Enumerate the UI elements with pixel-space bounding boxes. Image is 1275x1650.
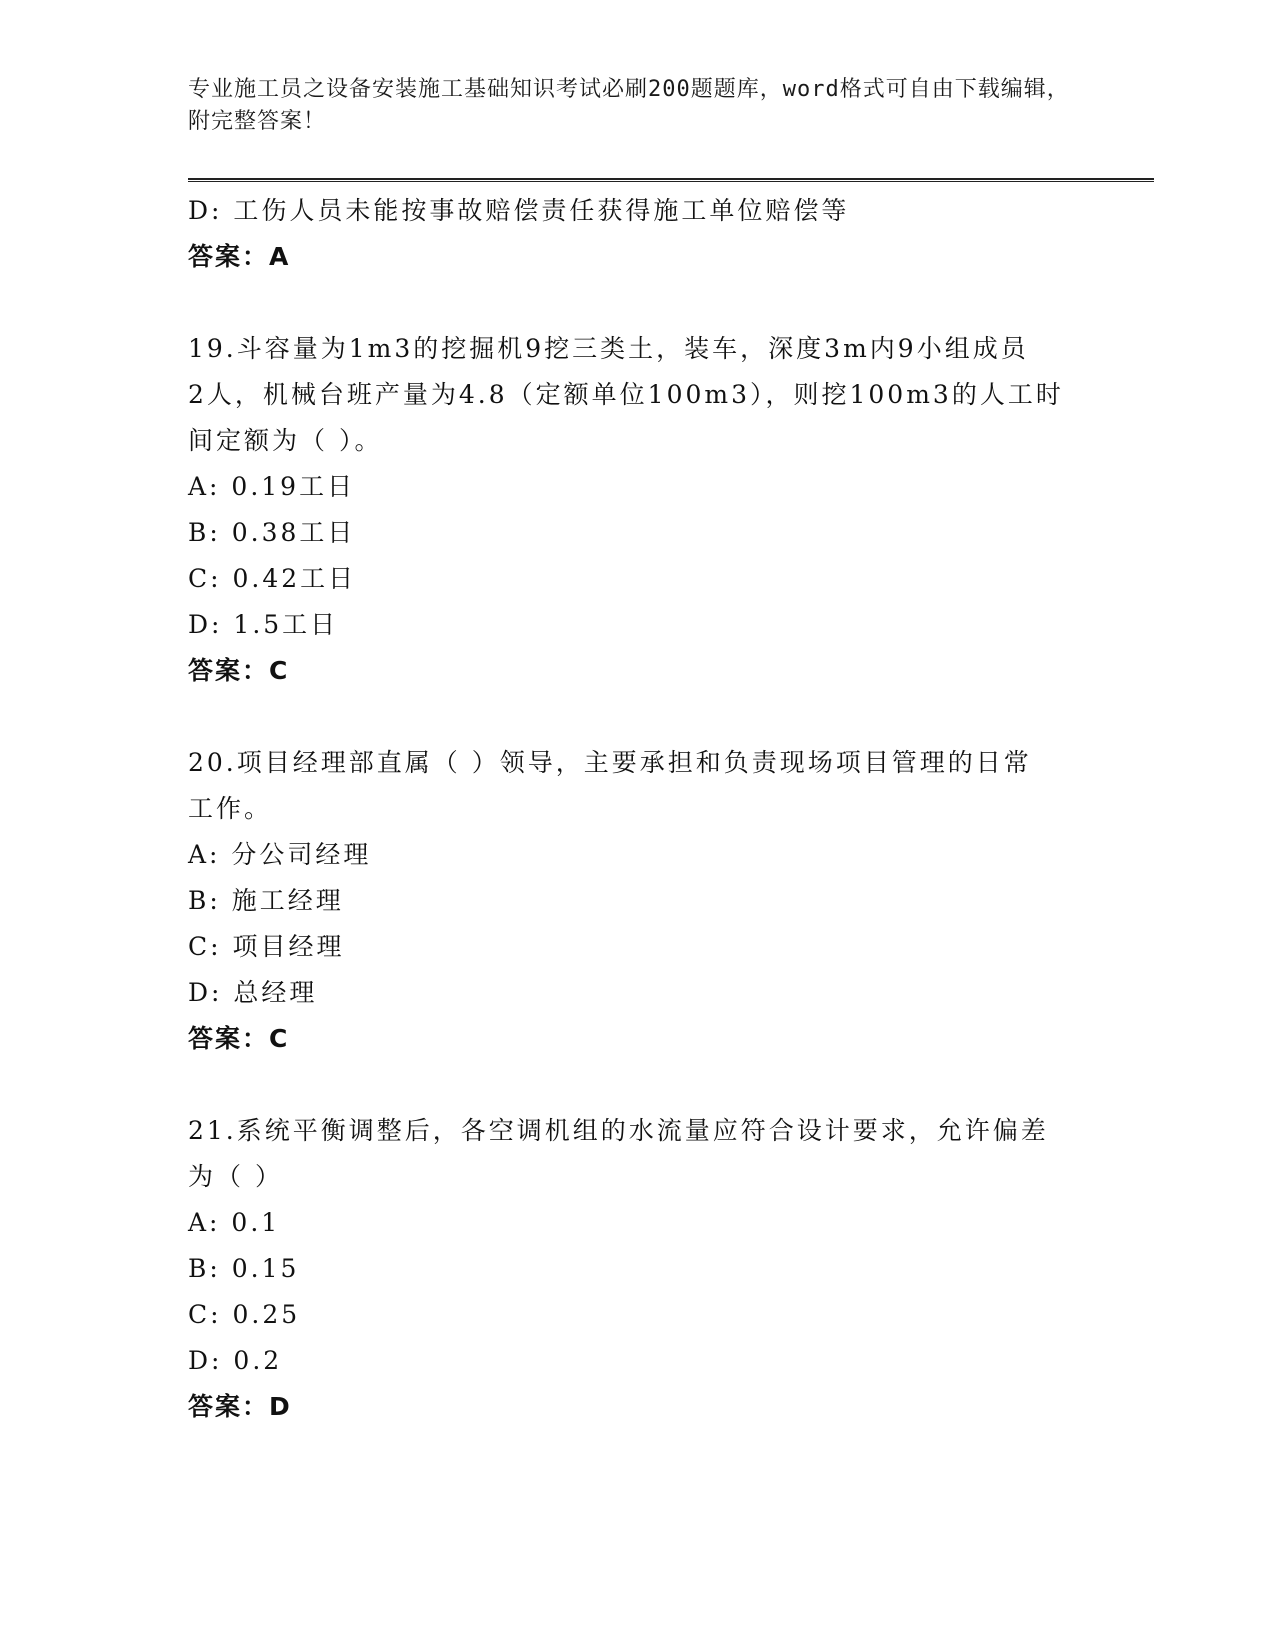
answer-line: 答案：C: [188, 656, 290, 685]
option-d: D: 工伤人员未能按事故赔偿责任获得施工单位赔偿等: [188, 196, 850, 225]
answer-line: 答案：A: [188, 242, 291, 271]
document-body: [188, 188, 1088, 1430]
question-stem-line: 21.系统平衡调整后，各空调机组的水流量应符合设计要求，允许偏差: [188, 1116, 1049, 1145]
answer-line: 答案：C: [188, 1024, 290, 1053]
option-d: D: 1.5工日: [188, 610, 339, 639]
option-b: B: 施工经理: [188, 886, 344, 915]
question-stem-line: 2人，机械台班产量为4.8（定额单位100m3），则挖100m3的人工时: [188, 380, 1064, 409]
document-header: [188, 74, 1088, 138]
question-stem-line: 为（ ）: [188, 1162, 283, 1191]
option-b: B: 0.15: [188, 1254, 300, 1283]
question-block-19: [188, 326, 1088, 694]
header-divider: [188, 178, 1154, 182]
option-a: A: 0.1: [188, 1208, 281, 1237]
question-stem-line: 间定额为（ ）。: [188, 426, 383, 455]
option-d: D: 总经理: [188, 978, 318, 1007]
option-a: A: 分公司经理: [188, 840, 372, 869]
option-c: C: 项目经理: [188, 932, 345, 961]
option-c: C: 0.25: [188, 1300, 301, 1329]
question-block-20: [188, 740, 1088, 1062]
question-block-21: [188, 1108, 1088, 1430]
question-stem-line: 20.项目经理部直属（ ）领导，主要承担和负责现场项目管理的日常: [188, 748, 1032, 777]
option-a: A: 0.19工日: [188, 472, 356, 501]
option-d: D: 0.2: [188, 1346, 283, 1375]
answer-line: 答案：D: [188, 1392, 292, 1421]
option-c: C: 0.42工日: [188, 564, 357, 593]
question-stem-line: 19.斗容量为1m3的挖掘机9挖三类土，装车，深度3m内9小组成员: [188, 334, 1029, 363]
option-b: B: 0.38工日: [188, 518, 356, 547]
header-title: 专业施工员之设备安装施工基础知识考试必刷200题题库，word格式可自由下载编辑，附完整答案！: [188, 77, 1070, 134]
question-stem-line: 工作。: [188, 794, 273, 823]
